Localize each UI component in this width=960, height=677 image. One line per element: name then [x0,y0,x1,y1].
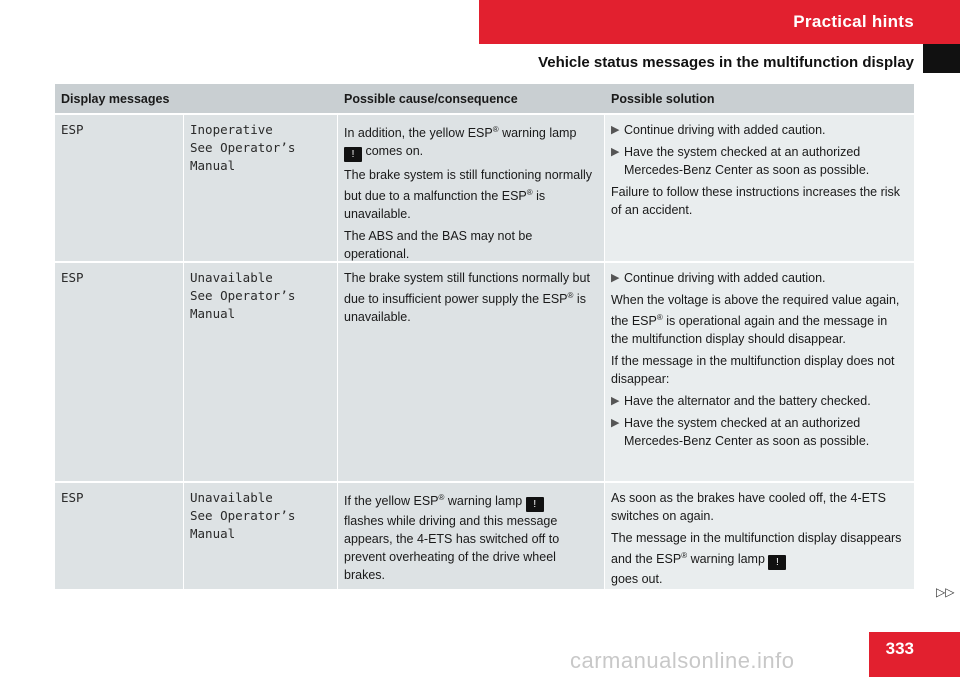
cause-text: is unavailable. [344,189,546,222]
solution-text: Have the alternator and the battery checked. [624,394,871,409]
display-line: Manual [190,306,236,321]
cause-paragraph [344,121,598,162]
solution-paragraph: Failure to follow these instructions increases the risk of an accident. [611,185,901,217]
cause-text: is unavailable. [344,292,586,325]
page-number-box [869,632,960,677]
display-message-code: ESP [55,483,184,589]
column-header-cause: Possible cause/consequence [344,92,518,106]
page-tab-marker [923,44,960,73]
solution-bullet [611,121,908,139]
solution-cell [605,483,914,589]
solution-paragraph: As soon as the brakes have cooled off, the 4-ETS switches on again. [611,491,886,523]
display-line: Inoperative [190,122,273,137]
bullet-arrow-icon: ▶ [611,272,620,284]
page-subtitle: Vehicle status messages in the multifunction display [538,54,914,71]
solution-text: The message in the multifunction display disappears and the ESP [611,531,902,567]
registered-mark: ® [526,188,533,198]
bullet-arrow-icon: ▶ [611,395,620,408]
bullet-arrow-icon: ▶ [611,146,620,158]
registered-mark: ® [438,493,445,502]
display-line: See Operator’s [190,288,296,303]
table-row [55,481,914,589]
cause-text: In addition, the yellow ESP [344,126,493,141]
display-line: Unavailable [190,270,273,285]
cause-text: The brake system still functions normally but due to insufficient power supply the ESP [344,271,590,307]
display-line: Manual [190,158,236,173]
solution-bullet [611,414,908,450]
cause-text: If the yellow ESP [344,494,439,509]
cause-text: The brake system is still functioning normally but due to a malfunction the ESP [344,168,593,204]
registered-mark: ® [656,313,663,322]
solution-text: warning lamp [687,552,765,567]
solution-paragraph [611,291,908,348]
continued-marker: ▷▷ [936,585,955,599]
cause-cell [338,483,605,589]
cause-text: warning lamp [444,494,523,509]
solution-cell [605,115,914,261]
solution-paragraph [611,529,908,588]
cause-text: flashes while driving and this message appears, the 4-ETS has switched off to prevent overheating of the drive wheel brakes. [344,514,560,583]
solution-text: is operational again and the message in the multifunction display should disappear. [611,314,888,347]
solution-cell [605,263,914,481]
display-line: Manual [190,526,236,541]
bullet-arrow-icon: ▶ [611,124,620,136]
cause-paragraph [344,489,598,584]
column-header-solution: Possible solution [611,92,715,106]
warning-lamp-icon: ! [768,555,786,570]
cause-paragraph [344,166,598,223]
display-line: Unavailable [190,490,273,505]
display-message-code: ESP [55,263,184,481]
registered-mark: ® [681,551,688,560]
table-row [55,261,914,481]
solution-paragraph: If the message in the multifunction display does not disappear: [611,354,895,387]
watermark: carmanualsonline.info [570,648,795,673]
status-messages-table [55,84,914,589]
solution-text: Have the system checked at an authorized Mercedes-Benz Center as soon as possible. [624,416,870,449]
column-header-display: Display messages [61,92,170,106]
column-header-display-2 [184,84,338,113]
table-header-row [55,84,914,113]
cause-paragraph [344,269,598,326]
solution-text: Continue driving with added caution. [624,123,826,137]
page-number: 333 [885,639,914,658]
display-message-text [184,483,338,589]
solution-bullet [611,143,908,179]
registered-mark: ® [492,125,499,134]
registered-mark: ® [567,291,574,300]
display-line: See Operator’s [190,140,296,155]
cause-paragraph: The ABS and the BAS may not be operational. [344,229,533,262]
cause-cell [338,263,605,481]
display-message-code: ESP [55,115,184,261]
solution-bullet [611,269,908,287]
warning-lamp-icon: ! [526,497,544,512]
cause-text: comes on. [362,144,424,159]
section-title: Practical hints [793,12,914,31]
solution-text: Have the system checked at an authorized Mercedes-Benz Center as soon as possible. [624,145,870,177]
warning-lamp-icon: ! [344,147,362,162]
solution-text: Continue driving with added caution. [624,271,826,285]
display-line: See Operator’s [190,508,296,523]
bullet-arrow-icon: ▶ [611,417,620,430]
display-message-text [184,263,338,481]
display-message-text [184,115,338,261]
cause-cell [338,115,605,261]
solution-text: goes out. [611,572,663,587]
table-row [55,113,914,261]
solution-text: When the voltage is above the required value again, the ESP [611,293,900,329]
solution-bullet [611,392,908,410]
cause-text: warning lamp [498,126,577,141]
